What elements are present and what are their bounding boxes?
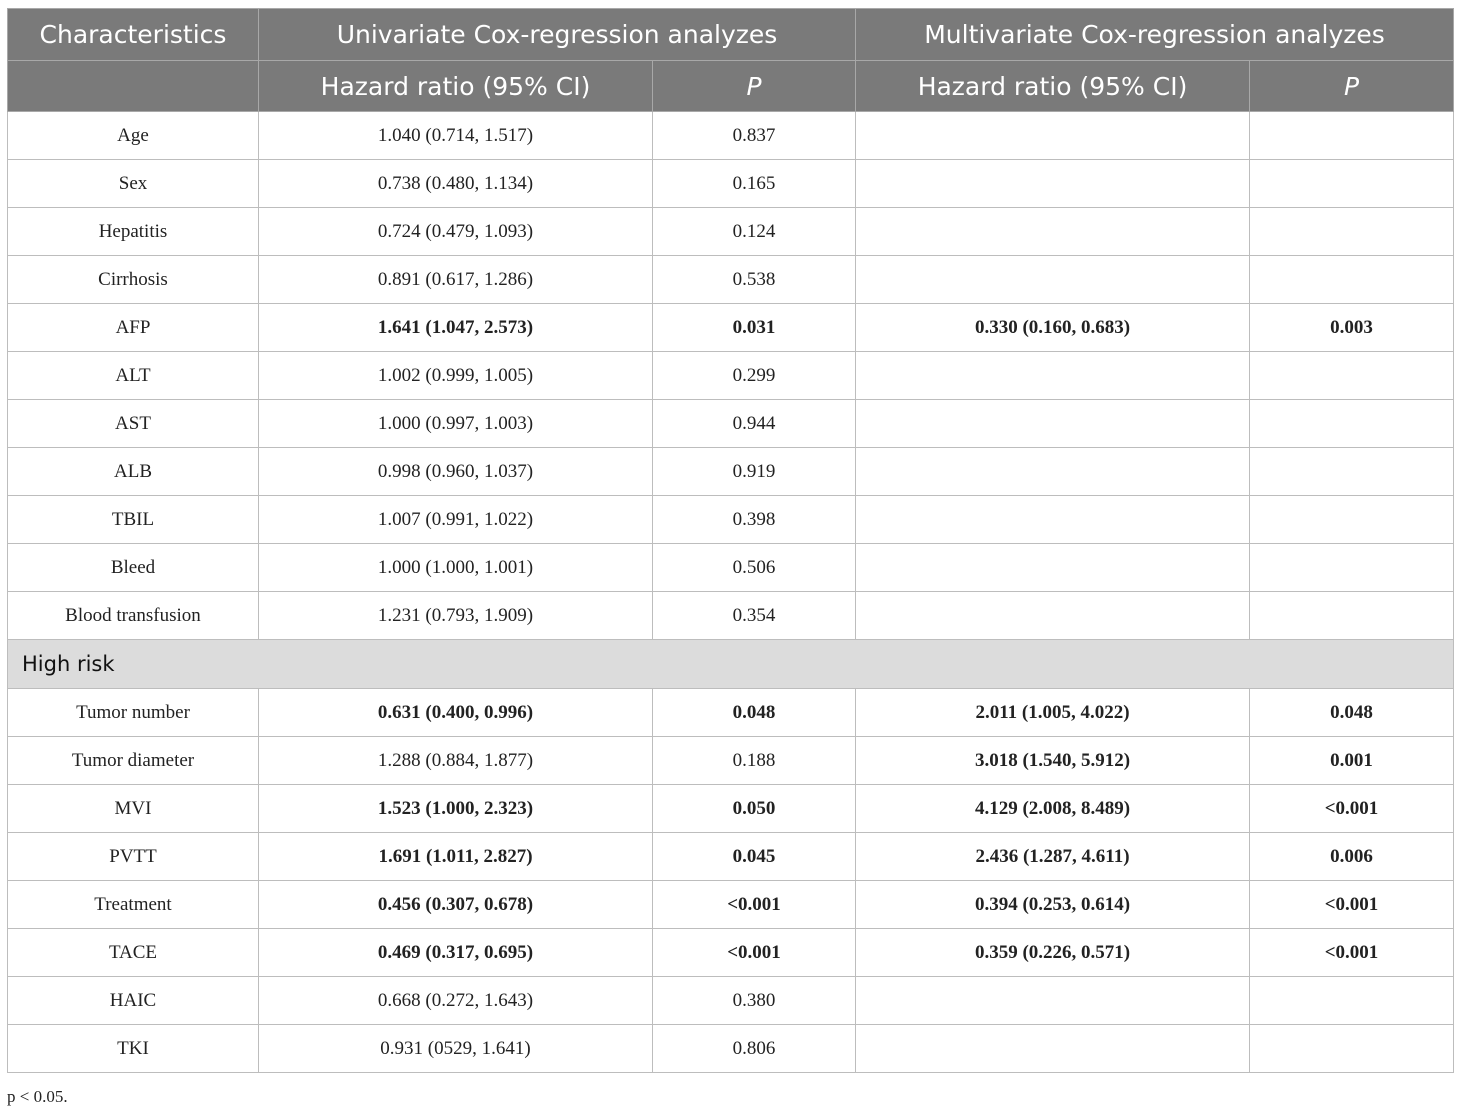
header-row-2 bbox=[8, 61, 1454, 112]
cell-uni-p-value: 0.944 bbox=[653, 400, 856, 448]
cell-uni-hazard-ratio: 0.724 (0.479, 1.093) bbox=[259, 208, 653, 256]
cell-multi-hazard-ratio: 2.011 (1.005, 4.022) bbox=[856, 689, 1250, 737]
cell-uni-p-value: <0.001 bbox=[653, 929, 856, 977]
cell-characteristic: TKI bbox=[8, 1025, 259, 1073]
cell-characteristic: Treatment bbox=[8, 881, 259, 929]
cox-regression-table bbox=[7, 8, 1454, 1073]
cell-multi-p-value: <0.001 bbox=[1250, 881, 1454, 929]
table-header bbox=[8, 9, 1454, 112]
table-row bbox=[8, 112, 1454, 160]
table-row bbox=[8, 544, 1454, 592]
header-uni-p: P bbox=[653, 61, 856, 112]
cell-uni-hazard-ratio: 0.931 (0529, 1.641) bbox=[259, 1025, 653, 1073]
cell-multi-hazard-ratio bbox=[856, 977, 1250, 1025]
cell-characteristic: Tumor diameter bbox=[8, 737, 259, 785]
cell-characteristic: AST bbox=[8, 400, 259, 448]
cell-multi-p-value: <0.001 bbox=[1250, 929, 1454, 977]
header-univariate: Univariate Cox-regression analyzes bbox=[259, 9, 856, 61]
cell-characteristic: Age bbox=[8, 112, 259, 160]
cell-uni-hazard-ratio: 0.469 (0.317, 0.695) bbox=[259, 929, 653, 977]
cell-multi-hazard-ratio bbox=[856, 448, 1250, 496]
cell-multi-p-value bbox=[1250, 256, 1454, 304]
table-row bbox=[8, 689, 1454, 737]
cell-multi-p-value bbox=[1250, 496, 1454, 544]
cell-multi-hazard-ratio bbox=[856, 160, 1250, 208]
cell-multi-p-value bbox=[1250, 448, 1454, 496]
table-container bbox=[7, 8, 1453, 1073]
cell-characteristic: Tumor number bbox=[8, 689, 259, 737]
table-row bbox=[8, 977, 1454, 1025]
table-row bbox=[8, 1025, 1454, 1073]
header-multivariate: Multivariate Cox-regression analyzes bbox=[856, 9, 1454, 61]
table-body bbox=[8, 112, 1454, 1073]
cell-multi-p-value bbox=[1250, 112, 1454, 160]
table-row bbox=[8, 929, 1454, 977]
cell-uni-p-value: 0.837 bbox=[653, 112, 856, 160]
cell-multi-hazard-ratio bbox=[856, 496, 1250, 544]
cell-uni-hazard-ratio: 0.891 (0.617, 1.286) bbox=[259, 256, 653, 304]
cell-multi-hazard-ratio: 0.394 (0.253, 0.614) bbox=[856, 881, 1250, 929]
table-row bbox=[8, 256, 1454, 304]
cell-multi-p-value bbox=[1250, 592, 1454, 640]
cell-multi-p-value bbox=[1250, 400, 1454, 448]
cell-uni-p-value: 0.919 bbox=[653, 448, 856, 496]
cell-multi-hazard-ratio bbox=[856, 400, 1250, 448]
cell-multi-hazard-ratio bbox=[856, 592, 1250, 640]
cell-characteristic: Blood transfusion bbox=[8, 592, 259, 640]
cell-characteristic: PVTT bbox=[8, 833, 259, 881]
cell-uni-p-value: 0.124 bbox=[653, 208, 856, 256]
table-row bbox=[8, 160, 1454, 208]
cell-multi-p-value bbox=[1250, 544, 1454, 592]
cell-multi-hazard-ratio bbox=[856, 256, 1250, 304]
cell-characteristic: MVI bbox=[8, 785, 259, 833]
cell-multi-hazard-ratio bbox=[856, 112, 1250, 160]
cell-uni-p-value: 0.398 bbox=[653, 496, 856, 544]
cell-uni-hazard-ratio: 0.631 (0.400, 0.996) bbox=[259, 689, 653, 737]
cell-uni-p-value: 0.506 bbox=[653, 544, 856, 592]
cell-multi-p-value: 0.003 bbox=[1250, 304, 1454, 352]
table-row bbox=[8, 448, 1454, 496]
header-characteristics: Characteristics bbox=[8, 9, 259, 61]
section-row bbox=[8, 640, 1454, 689]
cell-multi-hazard-ratio bbox=[856, 544, 1250, 592]
header-row-1 bbox=[8, 9, 1454, 61]
table-row bbox=[8, 400, 1454, 448]
cell-characteristic: Cirrhosis bbox=[8, 256, 259, 304]
table-row bbox=[8, 208, 1454, 256]
table-row bbox=[8, 592, 1454, 640]
cell-multi-p-value bbox=[1250, 1025, 1454, 1073]
cell-uni-hazard-ratio: 1.691 (1.011, 2.827) bbox=[259, 833, 653, 881]
cell-multi-p-value bbox=[1250, 977, 1454, 1025]
table-row bbox=[8, 881, 1454, 929]
cell-uni-p-value: 0.188 bbox=[653, 737, 856, 785]
cell-multi-hazard-ratio bbox=[856, 1025, 1250, 1073]
cell-characteristic: AFP bbox=[8, 304, 259, 352]
cell-characteristic: TBIL bbox=[8, 496, 259, 544]
cell-uni-p-value: <0.001 bbox=[653, 881, 856, 929]
cell-characteristic: Hepatitis bbox=[8, 208, 259, 256]
header-uni-hr: Hazard ratio (95% CI) bbox=[259, 61, 653, 112]
cell-uni-p-value: 0.165 bbox=[653, 160, 856, 208]
cell-multi-p-value bbox=[1250, 160, 1454, 208]
cell-multi-p-value: 0.006 bbox=[1250, 833, 1454, 881]
cell-multi-hazard-ratio: 3.018 (1.540, 5.912) bbox=[856, 737, 1250, 785]
cell-uni-hazard-ratio: 1.523 (1.000, 2.323) bbox=[259, 785, 653, 833]
cell-uni-hazard-ratio: 1.231 (0.793, 1.909) bbox=[259, 592, 653, 640]
cell-uni-hazard-ratio: 0.738 (0.480, 1.134) bbox=[259, 160, 653, 208]
table-row bbox=[8, 352, 1454, 400]
cell-uni-p-value: 0.806 bbox=[653, 1025, 856, 1073]
header-multi-p: P bbox=[1250, 61, 1454, 112]
cell-multi-p-value: 0.048 bbox=[1250, 689, 1454, 737]
cell-multi-hazard-ratio: 0.330 (0.160, 0.683) bbox=[856, 304, 1250, 352]
cell-multi-hazard-ratio bbox=[856, 208, 1250, 256]
cell-multi-p-value: 0.001 bbox=[1250, 737, 1454, 785]
cell-uni-p-value: 0.538 bbox=[653, 256, 856, 304]
table-row bbox=[8, 496, 1454, 544]
cell-characteristic: ALB bbox=[8, 448, 259, 496]
cell-uni-p-value: 0.031 bbox=[653, 304, 856, 352]
cell-characteristic: Bleed bbox=[8, 544, 259, 592]
cell-uni-p-value: 0.050 bbox=[653, 785, 856, 833]
header-blank bbox=[8, 61, 259, 112]
header-multi-hr: Hazard ratio (95% CI) bbox=[856, 61, 1250, 112]
table-row bbox=[8, 304, 1454, 352]
cell-uni-hazard-ratio: 1.000 (0.997, 1.003) bbox=[259, 400, 653, 448]
cell-multi-hazard-ratio bbox=[856, 352, 1250, 400]
cell-uni-hazard-ratio: 0.456 (0.307, 0.678) bbox=[259, 881, 653, 929]
cell-uni-hazard-ratio: 1.007 (0.991, 1.022) bbox=[259, 496, 653, 544]
cell-uni-hazard-ratio: 0.668 (0.272, 1.643) bbox=[259, 977, 653, 1025]
cell-multi-hazard-ratio: 2.436 (1.287, 4.611) bbox=[856, 833, 1250, 881]
footnote: p < 0.05. bbox=[7, 1087, 68, 1106]
cell-multi-hazard-ratio: 4.129 (2.008, 8.489) bbox=[856, 785, 1250, 833]
table-row bbox=[8, 737, 1454, 785]
cell-uni-p-value: 0.299 bbox=[653, 352, 856, 400]
cell-uni-hazard-ratio: 1.040 (0.714, 1.517) bbox=[259, 112, 653, 160]
cell-multi-p-value bbox=[1250, 208, 1454, 256]
cell-uni-p-value: 0.048 bbox=[653, 689, 856, 737]
cell-uni-p-value: 0.380 bbox=[653, 977, 856, 1025]
cell-multi-p-value: <0.001 bbox=[1250, 785, 1454, 833]
cell-characteristic: Sex bbox=[8, 160, 259, 208]
cell-uni-hazard-ratio: 0.998 (0.960, 1.037) bbox=[259, 448, 653, 496]
cell-characteristic: ALT bbox=[8, 352, 259, 400]
cell-uni-hazard-ratio: 1.002 (0.999, 1.005) bbox=[259, 352, 653, 400]
cell-multi-p-value bbox=[1250, 352, 1454, 400]
cell-characteristic: TACE bbox=[8, 929, 259, 977]
cell-multi-hazard-ratio: 0.359 (0.226, 0.571) bbox=[856, 929, 1250, 977]
table-row bbox=[8, 785, 1454, 833]
cell-uni-p-value: 0.045 bbox=[653, 833, 856, 881]
table-row bbox=[8, 833, 1454, 881]
cell-uni-hazard-ratio: 1.641 (1.047, 2.573) bbox=[259, 304, 653, 352]
cell-uni-hazard-ratio: 1.288 (0.884, 1.877) bbox=[259, 737, 653, 785]
cell-uni-hazard-ratio: 1.000 (1.000, 1.001) bbox=[259, 544, 653, 592]
section-label: High risk bbox=[8, 640, 1454, 689]
cell-characteristic: HAIC bbox=[8, 977, 259, 1025]
cell-uni-p-value: 0.354 bbox=[653, 592, 856, 640]
